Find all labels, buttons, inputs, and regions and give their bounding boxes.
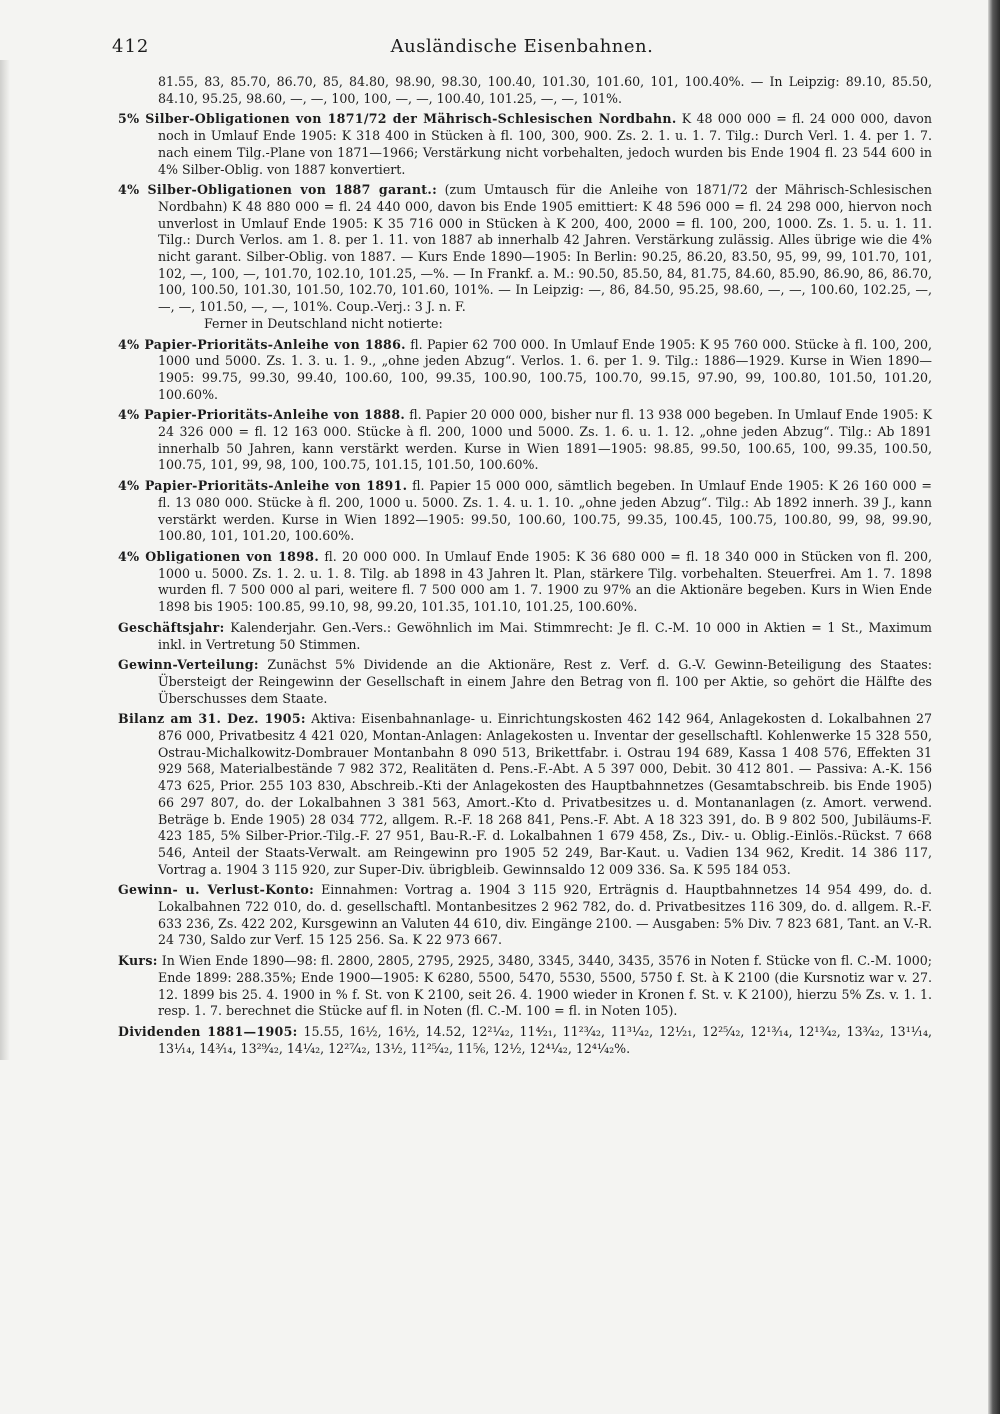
entry-silber-1871 [118,111,932,178]
entry-heading: Dividenden 1881—1905: [118,1023,298,1039]
entry-heading: Gewinn-Verteilung: [118,657,259,673]
entry-text: K 48 000 000 = fl. 24 000 000, davon noch in Umlauf Ende 1905: K 318 400 in Stücken à fl. 100, 300, 900. Zs. 2. 1. u. 1. 7. Tilg.: Durch Verl. 1. 4. per 1. 7. nach einem Tilg.-Plane von 1871—1966; Verstärkung nicht vorbehalten, jedoch wurden bis Ende 1904 fl. 23 544 600 in 4% Silber-Oblig. von 1887 konvertiert. [158,111,932,177]
entry-text: fl. Papier 62 700 000. In Umlauf Ende 1905: K 95 760 000. Stücke à fl. 100, 200, 1000 und 5000. Zs. 1. 3. u. 1. 9., „ohne jeden Abzug“. Verlos. 1. 6. per 1. 9. Tilg.: 1886—1929. Kurse in Wien 1890—1905: 99.75, 99.30, 99.40, 100.60, 100, 99.35, 100.90, 100.75, 100.70, 99.15, 97.90, 99, 100.80, 101.50, 101.20, 100.60%. [158,336,932,402]
page-body [118,74,932,1057]
entry-geschaeftsjahr [118,620,932,653]
entry-text: Zunächst 5% Dividende an die Aktionäre, Rest z. Verf. d. G.-V. Gewinn-Beteiligung des Staates: Übersteigt der Reingewinn der Gesellschaft in einem Jahre den Betrag von fl. 100 per Aktie, so gehört die Hälfte des Überschusses dem Staate. [158,657,932,706]
entry-papier-1888 [118,407,932,474]
entry-heading: 4% Papier-Prioritäts-Anleihe von 1891. [118,478,408,494]
entry-text: fl. 20 000 000. In Umlauf Ende 1905: K 36 680 000 = fl. 18 340 000 in Stücken von fl. 200, 1000 u. 5000. Zs. 1. 2. u. 1. 8. Tilg. ab 1898 in 43 Jahren lt. Plan, stärkere Tilg. vorbehalten. Steuerfrei. Am 1. 7. 1898 wurden fl. 7 500 000 al pari, weitere fl. 7 500 000 am 1. 7. 1900 zu 97% an die Aktionäre begeben. Kurs in Wien Ende 1898 bis 1905: 100.85, 99.10, 98, 99.20, 101.35, 101.10, 101.25, 100.60%. [158,548,932,615]
entry-text: In Wien Ende 1890—98: fl. 2800, 2805, 2795, 2925, 3480, 3345, 3440, 3435, 3576 in Noten f. Stücke von fl. C.-M. 1000; Ende 1899: 288.35%; Ende 1900—1905: K 6280, 5500, 5470, 5530, 5500, 5750 f. St. à K 2100 (die Kursnotiz war v. 27. 12. 1899 bis 25. 4. 1900 in % f. St. von K 2100, seit 26. 4. 1900 wieder in Kronen f. St. v. K 2100), hierzu 5% Zs. v. 1. 1. resp. 1. 7. berechnet die Stücke auf fl. in Noten (fl. C.-M. 100 = fl. in Noten 105). [158,953,932,1019]
entry-text: Ferner in Deutschland nicht notierte: [204,315,443,331]
subheading-line [118,316,932,333]
entry-heading: Kurs: [118,953,158,969]
running-title: Ausländische Eisenbahnen. [390,36,654,57]
entry-obligationen-1898 [118,549,932,616]
page-edge-shadow [988,0,1000,1414]
entry-text: Aktiva: Eisenbahnanlage- u. Einrichtungskosten 462 142 964, Anlagekosten d. Lokalbahnen 27 876 000, Privatbesitz 4 421 020, Montan-Anlagen: Anlagekosten u. Inventar der gesellschaftl. Kohlenwerke 15 328 550, Ostrau-Michalkowitz-Dombrauer Montanbahn 8 090 513, Brikettfabr. i. Ostrau 194 689, Kassa 1 408 576, Effekten 31 929 568, Materialbestände 7 982 372, Realitäten d. Pens.-F.-Abt. A 5 397 000, Debit. 30 412 801. — Passiva: A.-K. 156 473 625, Prior. 255 103 830, Abschreib.-Kti der Anlagekosten des Hauptbahnnetzes (Gesamtabschreib. bis Ende 1905) 66 297 807, do. der Lokalbahnen 3 381 563, Amort.-Kto d. Privatbesitzes u. d. Montananlagen (z. Amort. verwend. Beträge b. Ende 1905) 28 034 772, allgem. R.-F. 18 268 841, Pens.-F. Abt. A 18 323 391, do. B 9 802 500, Jubiläums-F. 423 185, 5% Silber-Prior.-Tilg.-F. 27 951, Bau-R.-F. d. Lokalbahnen 1 679 458, Zs., Div.- u. Oblig.-Einlös.-Rückst. 7 668 546, Anteil der Staats-Verwalt. am Reingewinn pro 1905 52 249, Bar-Kaut. u. Vadien 134 962, Kredit. 14 386 117, Vortrag a. 1904 3 115 920, zur Super-Div. übrigbleib. Gewinnsaldo 12 009 336. Sa. K 595 184 053. [158,711,932,877]
entry-heading: 5% Silber-Obligationen von 1871/72 der Mährisch-Schlesischen Nordbahn. [118,111,677,127]
entry-text: (zum Umtausch für die Anleihe von 1871/72 der Mährisch-Schlesischen Nordbahn) K 48 880 000 = fl. 24 440 000, davon bis Ende 1905 emittiert: K 48 596 000 = fl. 24 298 000, hiervon noch unverlost in Umlauf Ende 1905: K 35 716 000 in Stücken à K 200, 400, 2000 = fl. 100, 200, 1000. Zs. 1. 5. u. 1. 11. Tilg.: Durch Verlos. am 1. 8. per 1. 11. von 1887 ab innerhalb 42 Jahren. Verstärkung zulässig. Alles übrige wie die 4% nicht garant. Silber-Oblig. von 1887. — Kurs Ende 1890—1905: In Berlin: 90.25, 86.20, 83.50, 95, 99, 99, 101.70, 101, 102, —, 100, —, 101.70, 102.10, 101.25, —%. — In Frankf. a. M.: 90.50, 85.50, 84, 81.75, 84.60, 85.90, 86.90, 86, 86.70, 100, 100.50, 101.30, 101.50, 102.70, 101.60, 101%. — In Leipzig: —, 86, 84.50, 95.25, 98.60, —, —, 100.60, 102.25, —, —, —, 101.50, —, —, 101%. Coup.-Verj.: 3 J. n. F. [158,182,932,315]
entry-papier-1886 [118,337,932,404]
entry-heading: 4% Papier-Prioritäts-Anleihe von 1888. [118,407,406,423]
entry-heading: 4% Silber-Obligationen von 1887 garant.: [118,182,438,198]
entry-heading: Geschäftsjahr: [118,619,225,635]
continued-paragraph [118,74,932,107]
page-header [112,36,932,60]
page-number: 412 [112,36,150,57]
entry-dividenden [118,1024,932,1057]
entry-silber-1887 [118,182,932,316]
entry-papier-1891 [118,478,932,545]
entry-gewinn-verlust-konto [118,882,932,949]
entry-heading: Bilanz am 31. Dez. 1905: [118,711,306,727]
entry-text: fl. Papier 20 000 000, bisher nur fl. 13 938 000 begeben. In Umlauf Ende 1905: K 24 326 000 = fl. 12 163 000. Stücke à fl. 200, 1000 und 5000. Zs. 1. 6. u. 1. 12. „ohne jeden Abzug“. Tilg.: Ab 1891 innerhalb 50 Jahren, kann verstärkt werden. Kurse in Wien 1891—1905: 98.85, 99.50, 100.65, 100, 99.35, 100.50, 100.75, 101, 99, 98, 100, 100.75, 101.15, 101.50, 100.60%. [158,407,932,473]
entry-kurs [118,953,932,1020]
entry-text: 15.55, 16½, 16½, 14.52, 12²¹⁄₄₂, 11⁴⁄₂₁, 11²³⁄₄₂, 11³¹⁄₄₂, 12¹⁄₂₁, 12²⁵⁄₄₂, 12¹³⁄₁₄, 12¹³⁄₄₂, 13³⁄₄₂, 13¹¹⁄₁₄, 13¹⁄₁₄, 14³⁄₁₄, 13²⁹⁄₄₂, 14¹⁄₄₂, 12²⁷⁄₄₂, 13¹⁄₂, 11²⁵⁄₄₂, 11⁵⁄₆, 12¹⁄₂, 12⁴¹⁄₄₂, 12⁴¹⁄₄₂%. [158,1023,932,1056]
entry-text: Kalenderjahr. Gen.-Vers.: Gewöhnlich im Mai. Stimmrecht: Je fl. C.-M. 10 000 in Aktien = 1 St., Maximum inkl. in Vertretung 50 Stimmen. [158,619,932,652]
entry-heading: 4% Papier-Prioritäts-Anleihe von 1886. [118,336,406,352]
entry-gewinn-verteilung [118,657,932,707]
entry-heading: 4% Obligationen von 1898. [118,548,320,564]
entry-bilanz [118,711,932,878]
entry-heading: Gewinn- u. Verlust-Konto: [118,882,315,898]
page-binding-shadow [0,60,10,1060]
entry-text: Einnahmen: Vortrag a. 1904 3 115 920, Erträgnis d. Hauptbahnnetzes 14 954 499, do. d. Lokalbahnen 722 010, do. d. gesellschaftl. Montanbesitzes 2 962 782, do. d. Privatbesitzes 116 309, do. d. allgem. R.-F. 633 236, Zs. 422 202, Kursgewinn an Valuten 44 610, div. Eingänge 2100. — Ausgaben: 5% Div. 7 823 681, Tant. an V.-R. 24 730, Saldo zur Verf. 15 125 256. Sa. K 22 973 667. [158,882,932,948]
entry-text: 81.55, 83, 85.70, 86.70, 85, 84.80, 98.90, 98.30, 100.40, 101.30, 101.60, 101, 100.40%. — In Leipzig: 89.10, 85.50, 84.10, 95.25, 98.60, —, —, 100, 100, —, —, 100.40, 101.25, —, —, 101%. [158,74,932,106]
entry-text: fl. Papier 15 000 000, sämtlich begeben. In Umlauf Ende 1905: K 26 160 000 = fl. 13 080 000. Stücke à fl. 200, 1000 u. 5000. Zs. 1. 4. u. 1. 10. „ohne jeden Abzug“. Tilg.: Ab 1892 innerh. 39 J., kann verstärkt werden. Kurse in Wien 1892—1905: 99.50, 100.60, 100.75, 99.35, 100.45, 100.75, 100.80, 99, 98, 99.90, 100.80, 101, 101.20, 100.60%. [158,478,932,544]
